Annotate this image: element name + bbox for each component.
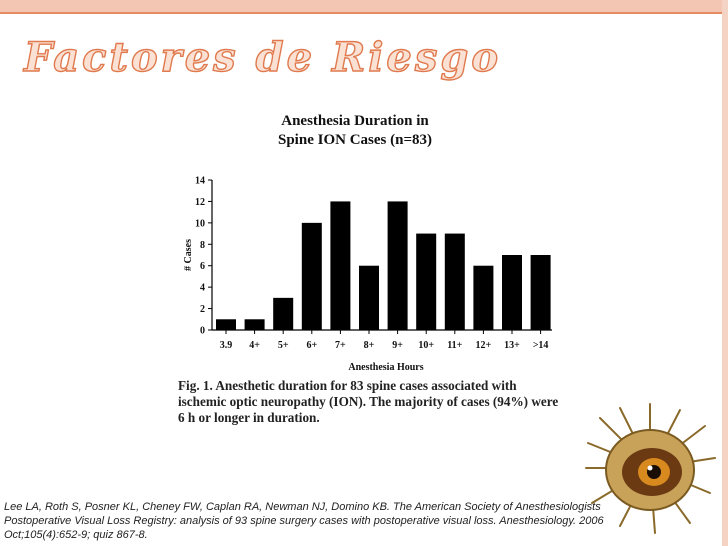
bar-5+ — [273, 298, 293, 330]
y-tick-label: 8 — [200, 239, 205, 251]
x-tick-label: >14 — [532, 340, 549, 351]
figure-caption: Fig. 1. Anesthetic duration for 83 spine cases associated with ischemic optic neuropathy (ION). The majority of cases (94%) were 6 h or longer in duration. — [178, 378, 559, 425]
x-tick-label: 11+ — [447, 340, 463, 351]
bar-10+ — [416, 234, 436, 330]
y-tick-label: 0 — [200, 325, 205, 337]
y-tick-label: 10 — [195, 218, 205, 230]
bar-8+ — [359, 266, 379, 330]
bar-12+ — [473, 266, 493, 330]
bar-4+ — [245, 319, 265, 330]
y-tick-label: 2 — [200, 304, 205, 316]
bar-13+ — [502, 255, 522, 330]
slide-top-border-line — [0, 12, 728, 14]
x-axis-label: Anesthesia Hours — [348, 362, 424, 373]
bar-11+ — [445, 234, 465, 330]
y-tick-label: 12 — [195, 196, 205, 208]
x-tick-label: 7+ — [335, 340, 346, 351]
y-axis-label: # Cases — [183, 239, 194, 271]
y-tick-label: 4 — [200, 282, 205, 294]
bar-chart — [160, 104, 580, 379]
x-tick-label: 9+ — [392, 340, 403, 351]
x-tick-label: 4+ — [249, 340, 260, 351]
bar-3.9 — [216, 319, 236, 330]
x-tick-label: 10+ — [418, 340, 435, 351]
x-tick-label: 13+ — [504, 340, 520, 351]
x-tick-label: 3.9 — [219, 340, 233, 351]
x-tick-label: 12+ — [475, 340, 492, 351]
slide-right-border — [722, 0, 728, 546]
bar->14 — [531, 255, 551, 330]
bar-6+ — [302, 223, 322, 330]
chestnut-eye-icon — [580, 398, 720, 538]
x-tick-label: 6+ — [306, 340, 318, 351]
chart-title-line-2: Spine ION Cases (n=83) — [278, 132, 432, 148]
y-tick-label: 6 — [200, 261, 205, 273]
slide-title: Factores de Riesgo — [24, 34, 502, 81]
slide-top-border — [0, 0, 728, 12]
citation-text: Lee LA, Roth S, Posner KL, Cheney FW, Caplan RA, Newman NJ, Domino KB. The American Society of Anesthesiologists Postoperative Visual Loss Registry: analysis of 93 spine surgery cases with postoperative visual loss. Anesthesiology. 2006 Oct;105(4):652-9; quiz 867-8. — [4, 501, 604, 541]
x-tick-label: 5+ — [277, 340, 289, 351]
x-tick-label: 8+ — [363, 340, 375, 351]
chart-title-line-1: Anesthesia Duration in — [281, 113, 429, 129]
chart-figure — [160, 104, 580, 434]
bar-9+ — [388, 201, 408, 330]
bar-7+ — [330, 201, 350, 330]
y-tick-label: 14 — [195, 175, 205, 187]
